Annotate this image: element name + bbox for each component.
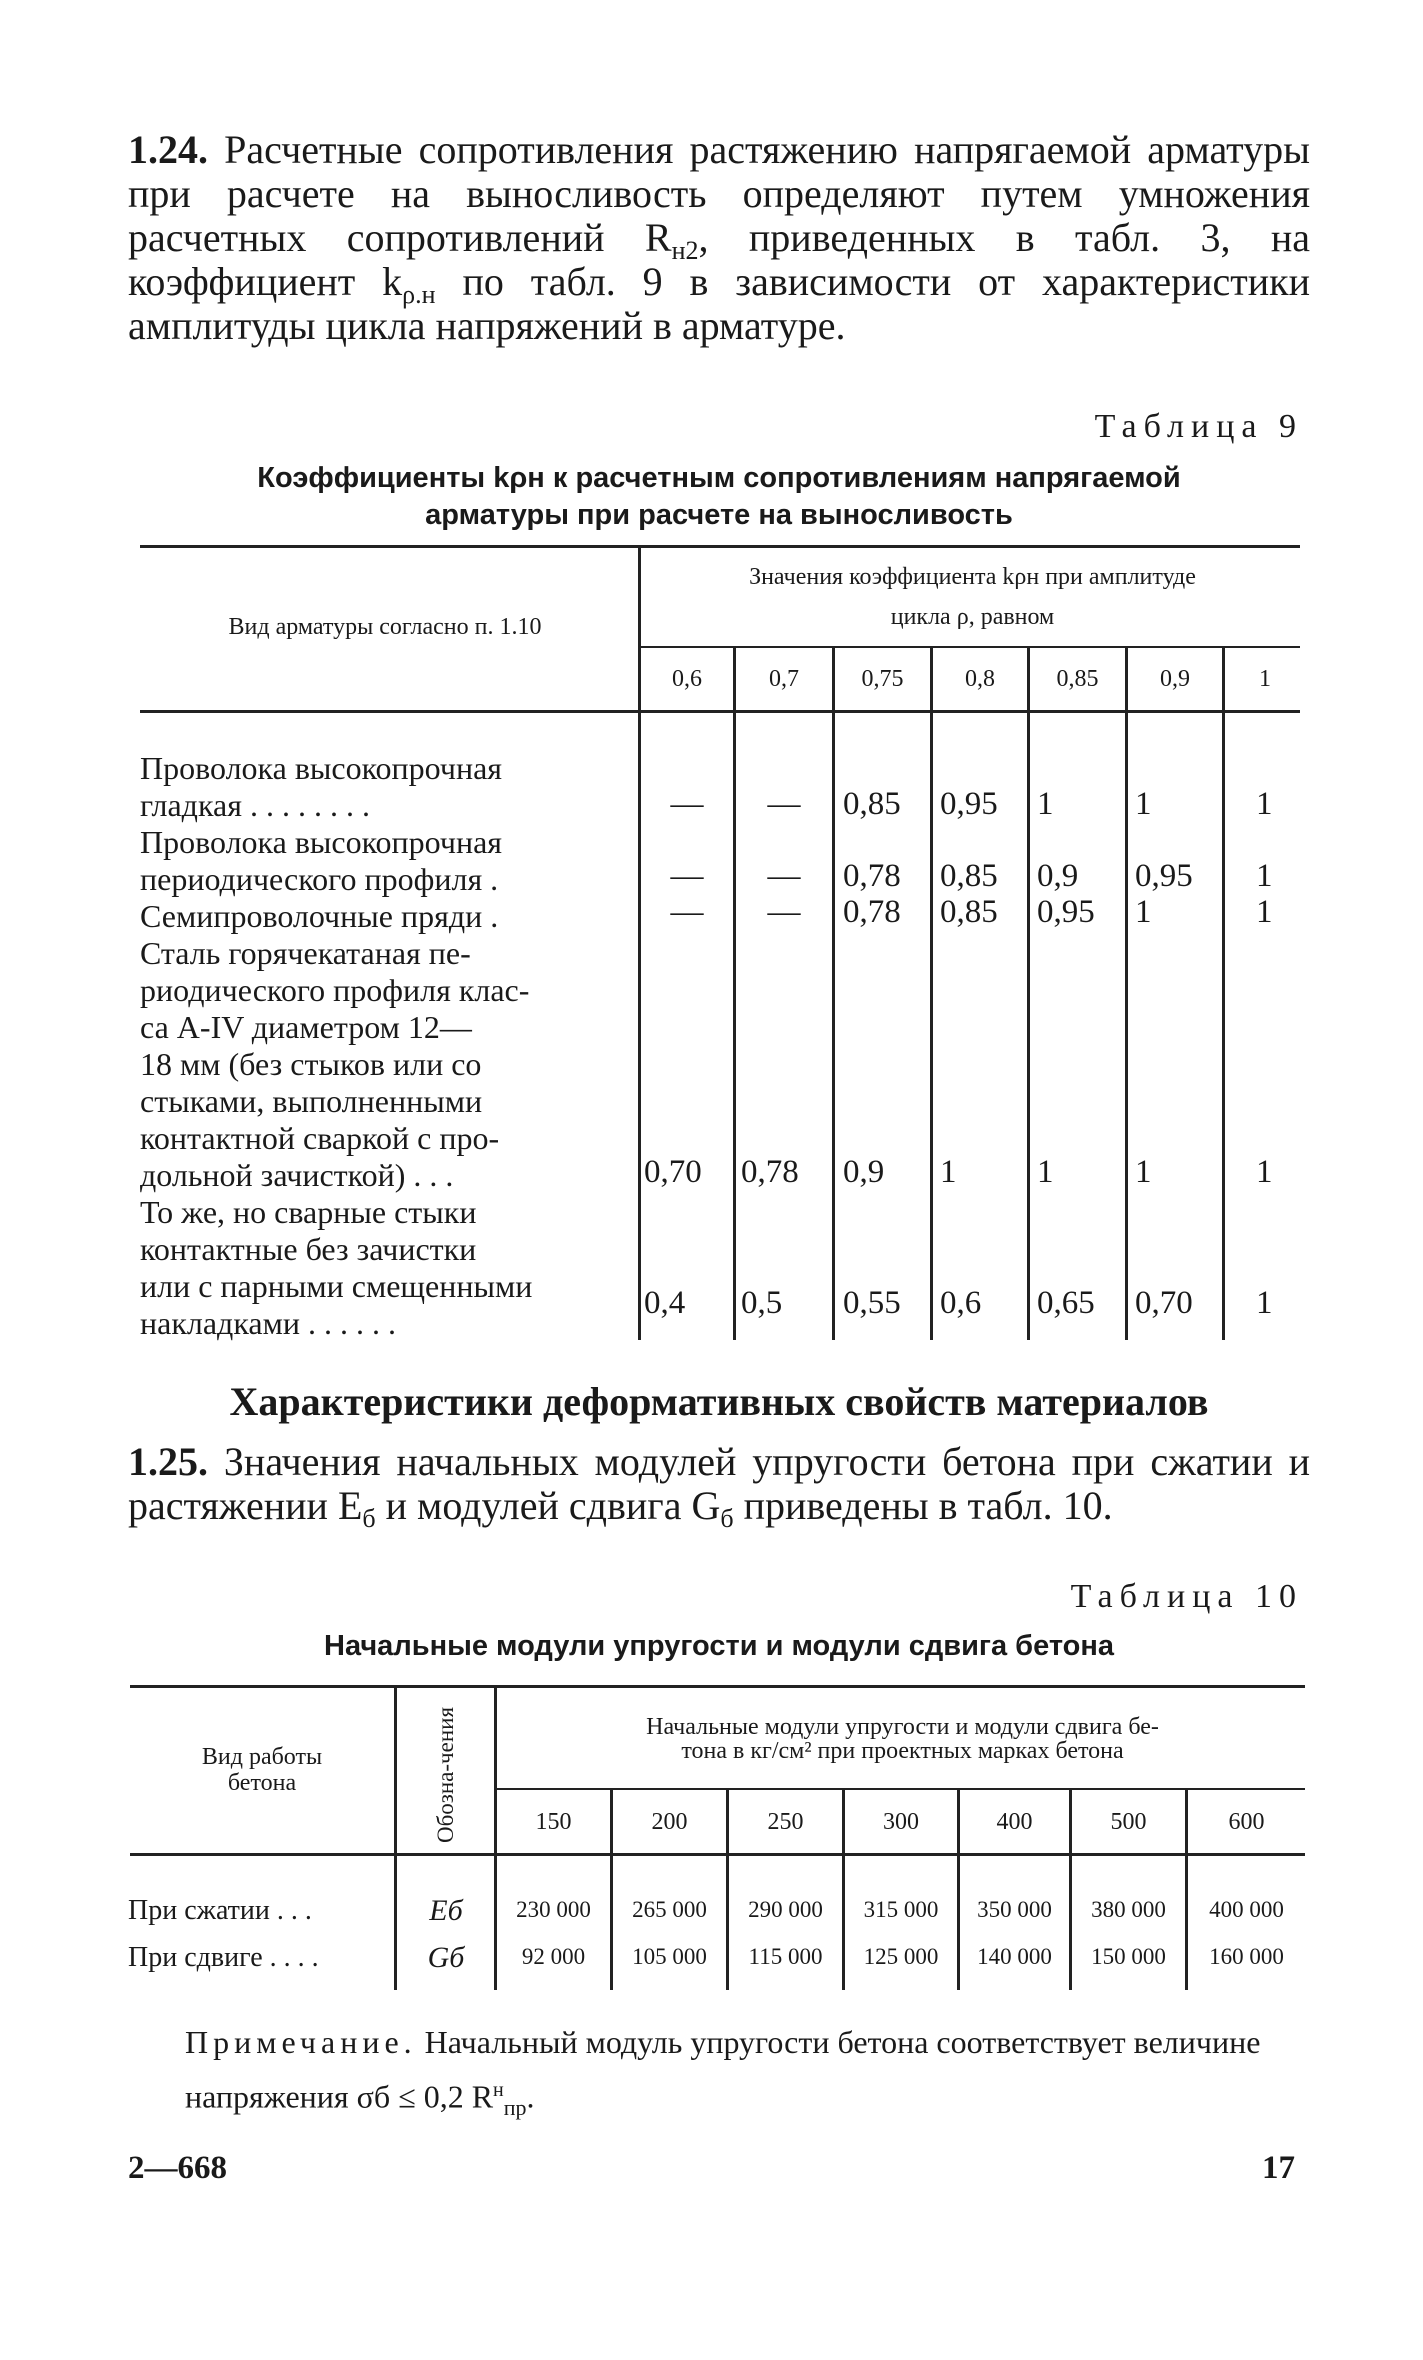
- table-cell: 290 000: [748, 1897, 823, 1922]
- rho-header: 0,85: [1056, 666, 1099, 692]
- grade-header: 300: [883, 1809, 919, 1835]
- table-cell: 1: [940, 1154, 957, 1190]
- table-cell: 1: [1135, 786, 1152, 822]
- table-cell-symbol: Gб: [427, 1941, 465, 1974]
- table-cell: 315 000: [863, 1897, 939, 1922]
- table-9-divider: [832, 648, 835, 1340]
- table-row-label: [140, 898, 618, 935]
- table-cell: —: [670, 786, 704, 822]
- table-cell: 140 000: [977, 1944, 1052, 1969]
- table-cell: 380 000: [1091, 1897, 1166, 1922]
- table-9-divider: [930, 648, 933, 1340]
- table-9-divider: [1125, 648, 1128, 1340]
- table-cell: —: [767, 786, 801, 822]
- table-9-divider: [1222, 648, 1225, 1340]
- table-cell: 0,70: [644, 1154, 702, 1190]
- grade-header: 600: [1228, 1809, 1265, 1835]
- grade-header: 200: [651, 1809, 688, 1835]
- header-line: Вид работы: [201, 1744, 323, 1770]
- paragraph-number: 1.25.: [128, 1439, 208, 1484]
- table-cell: 160 000: [1209, 1944, 1284, 1969]
- grade-header: 150: [535, 1809, 572, 1835]
- table-cell-symbol: Eб: [429, 1894, 463, 1927]
- table-cell: 0,4: [644, 1285, 686, 1321]
- table-10-col-header-type: [130, 1742, 394, 1798]
- label-line: Проволока высокопрочная: [140, 750, 502, 786]
- table-cell: 1: [1135, 1154, 1152, 1190]
- table-cell: 0,78: [741, 1154, 799, 1190]
- table-cell: 0,85: [940, 894, 998, 930]
- label-line: или с парными смещенными: [140, 1268, 533, 1304]
- paragraph-text-3: приведены в табл. 10.: [733, 1483, 1113, 1528]
- label-line: 18 мм (без стыков или со: [140, 1046, 482, 1082]
- table-cell: —: [670, 858, 704, 894]
- table-row-label: [140, 824, 618, 898]
- table-cell: 0,85: [843, 786, 901, 822]
- table-cell: 350 000: [977, 1897, 1052, 1922]
- table-cell: 265 000: [632, 1897, 707, 1922]
- table-10-note: [185, 2018, 1310, 2132]
- note-prefix: Примечание.: [185, 2024, 417, 2060]
- header-line: тона в кг/см² при проектных марках бетона: [681, 1738, 1124, 1764]
- table-9-divider: [1027, 648, 1030, 1340]
- table-cell: 0,85: [940, 858, 998, 894]
- label-line: дольной зачисткой) . . .: [140, 1157, 454, 1193]
- table-cell: 0,95: [1135, 858, 1193, 894]
- table-cell: 0,9: [843, 1154, 885, 1190]
- table-cell: 0,9: [1037, 858, 1079, 894]
- table-10-col-header-symbol: [402, 1700, 490, 1850]
- label-line: риодического профиля клас-: [140, 972, 530, 1008]
- grade-header: 500: [1110, 1809, 1147, 1835]
- page-number: 17: [1262, 2150, 1295, 2186]
- table-9-col-header-type: Вид арматуры согласно п. 1.10: [228, 614, 542, 640]
- section-title: Характеристики деформативных свойств материалов: [229, 1379, 1209, 1424]
- grade-header: 250: [767, 1809, 804, 1835]
- label-line: гладкая . . . . . . . .: [140, 787, 370, 823]
- table-cell: —: [767, 894, 801, 930]
- paragraph-1-24: [128, 128, 1310, 348]
- table-cell: 0,55: [843, 1285, 901, 1321]
- header-line: бетона: [227, 1770, 297, 1796]
- table-cell: 125 000: [863, 1944, 939, 1969]
- table-cell: 0,5: [741, 1285, 783, 1321]
- paragraph-text-2: и модулей сдвига G: [375, 1483, 721, 1528]
- table-cell: —: [767, 858, 801, 894]
- rho-header: 0,75: [861, 666, 904, 692]
- table-cell: —: [670, 894, 704, 930]
- paragraph-number: 1.24.: [128, 127, 208, 172]
- table-cell: 150 000: [1091, 1944, 1166, 1969]
- table-10-top-rule: [130, 1685, 1305, 1688]
- subscript: ρ.н: [402, 280, 436, 309]
- table-row-label: При сдвиге . . . .: [128, 1942, 319, 1973]
- paragraph-text-2: , приведенных в табл. 3, на коэффициент k: [128, 215, 1310, 304]
- table-10-header-rule: [130, 1853, 1305, 1856]
- table-cell: 1: [1135, 894, 1152, 930]
- rho-header: 0,7: [769, 666, 799, 692]
- page-signature: 2—668: [128, 2150, 227, 2186]
- table-9-caption: [128, 460, 1310, 534]
- table-10-col-header-group: [500, 1712, 1305, 1766]
- label-line: Сталь горячекатаная пе-: [140, 935, 471, 971]
- table-cell: 1: [1256, 786, 1273, 822]
- caption-line: арматуры при расчете на выносливость: [425, 499, 1013, 531]
- table-9-group-rule: [640, 646, 1300, 648]
- table-cell: 1: [1037, 786, 1054, 822]
- table-row-label: [140, 1194, 618, 1342]
- header-line: Значения коэффициента kρн при амплитуде: [749, 564, 1196, 590]
- table-9-divider: [733, 648, 736, 1340]
- subscript: б: [362, 1504, 376, 1533]
- label-line: контактной сваркой с про-: [140, 1120, 500, 1156]
- rho-header: 0,6: [672, 666, 702, 692]
- table-9-label: Таблица 9: [1094, 408, 1303, 445]
- table-cell: 0,6: [940, 1285, 982, 1321]
- label-line: стыками, выполненными: [140, 1083, 483, 1119]
- caption-line: Коэффициенты kρн к расчетным сопротивлениям напрягаемой: [257, 462, 1181, 494]
- table-10-caption: Начальные модули упругости и модули сдвига бетона: [324, 1630, 1114, 1662]
- subscript: н2: [671, 236, 699, 265]
- label-line: са А-IV диаметром 12—: [140, 1009, 472, 1045]
- table-row-label: [140, 750, 618, 824]
- table-cell: 1: [1256, 1285, 1273, 1321]
- rho-header: 0,9: [1160, 666, 1190, 692]
- subscript: б: [720, 1504, 734, 1533]
- table-cell: 1: [1256, 858, 1273, 894]
- header-line: Начальные модули упругости и модули сдвига бе-: [646, 1714, 1159, 1740]
- label-line: периодического профиля .: [140, 861, 499, 897]
- label-line: То же, но сварные стыки: [140, 1194, 477, 1230]
- paragraph-1-25: [128, 1439, 1311, 1533]
- table-cell: 230 000: [516, 1897, 591, 1922]
- table-cell: 0,95: [1037, 894, 1095, 930]
- table-9-col-header-group: [645, 562, 1300, 632]
- grade-header: 400: [996, 1809, 1033, 1835]
- table-cell: 0,78: [843, 894, 901, 930]
- table-cell: 105 000: [632, 1944, 707, 1969]
- label-line: Проволока высокопрочная: [140, 824, 502, 860]
- table-cell: 92 000: [521, 1944, 586, 1969]
- table-cell: 1: [1256, 1154, 1273, 1190]
- table-row-label: [140, 935, 618, 1194]
- superscript: н: [493, 2079, 504, 2101]
- subscript: пр: [503, 2095, 527, 2121]
- table-cell: 0,70: [1135, 1285, 1193, 1321]
- note-end: .: [526, 2078, 535, 2115]
- table-cell: 0,65: [1037, 1285, 1095, 1321]
- table-9-top-rule: [140, 545, 1300, 548]
- header-rotated-text: Обозна-чения: [433, 1706, 459, 1844]
- rho-header: 0,8: [965, 666, 995, 692]
- table-cell: 115 000: [748, 1944, 823, 1969]
- table-row-label: При сжатии . . .: [128, 1895, 312, 1926]
- paragraph-text: Значения начальных модулей упругости бетона при сжатии и растяжении E: [128, 1439, 1311, 1528]
- table-10-divider: [394, 1688, 397, 1990]
- note-text: Начальный модуль упругости бетона соответствует величине напряжения σб ≤ 0,2 R: [185, 2024, 1261, 2115]
- table-cell: 1: [1037, 1154, 1054, 1190]
- table-cell: 0,95: [940, 786, 998, 822]
- label-line: Семипроволочные пряди .: [140, 898, 499, 934]
- label-line: контактные без зачистки: [140, 1231, 477, 1267]
- paragraph-text-3: по табл. 9 в зависимости от характеристики амплитуды цикла напряжений в арматуре.: [128, 259, 1310, 348]
- label-line: накладками . . . . . .: [140, 1305, 396, 1341]
- table-cell: 1: [1256, 894, 1273, 930]
- table-cell: 400 000: [1209, 1897, 1284, 1922]
- table-10-label: Таблица 10: [1070, 1578, 1303, 1615]
- rho-header: 1: [1259, 666, 1271, 692]
- table-cell: 0,78: [843, 858, 901, 894]
- paragraph-text: Расчетные сопротивления растяжению напрягаемой арматуры при расчете на выносливость определяют путем умножения расчетных сопротивлений R: [128, 127, 1310, 260]
- header-line: цикла ρ, равном: [890, 604, 1055, 630]
- table-10-group-rule: [496, 1788, 1305, 1790]
